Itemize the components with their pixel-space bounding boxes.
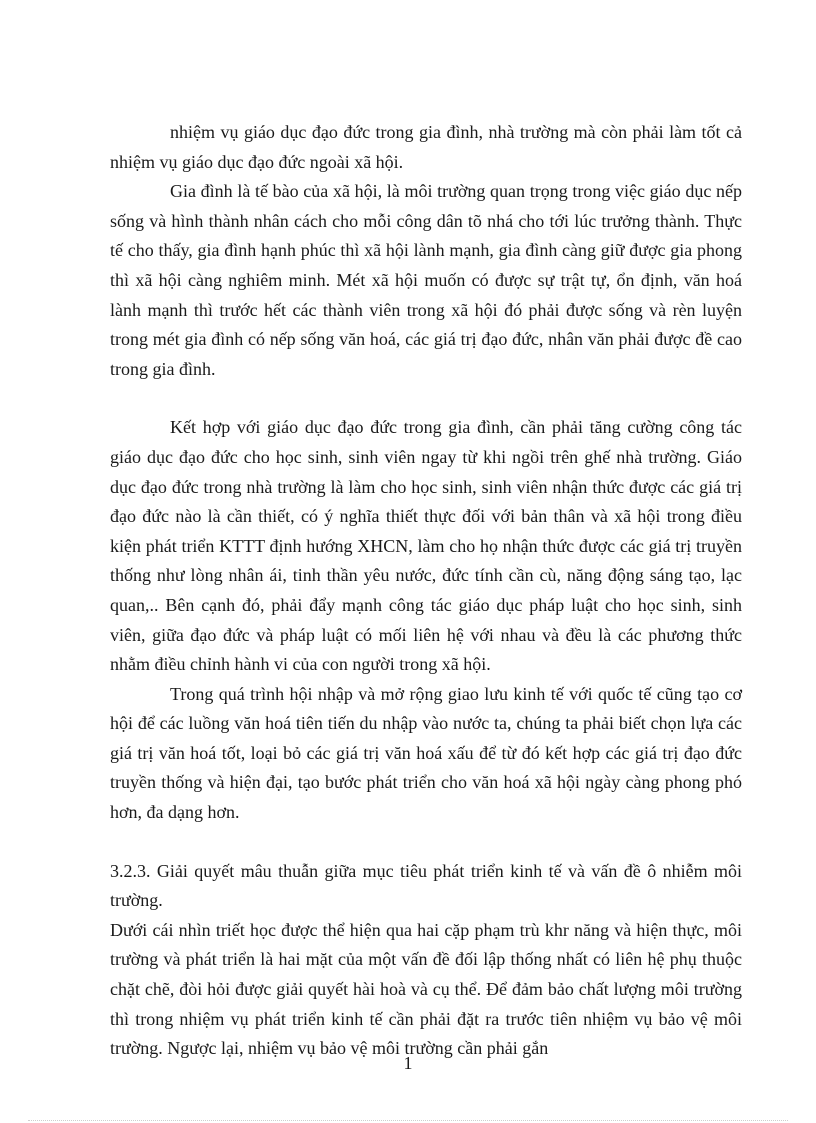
paragraph-gap <box>110 828 742 857</box>
page-divider <box>28 1120 788 1121</box>
paragraph-integration: Trong quá trình hội nhập và mở rộng giao lưu kinh tế với quốc tế cũng tạo cơ hội để các luồng văn hoá tiên tiến du nhập vào nước ta, chúng ta phải biết chọn lựa các giá trị văn hoá tốt, loại bỏ các giá trị văn hoá xấu để từ đó kết hợp các giá trị đạo đức truyền thống và hiện đại, tạo bước phát triển cho văn hoá xã hội ngày càng phong phó hơn, đa dạng hơn. <box>110 683 742 823</box>
paragraph-family: Gia đình là tế bào của xã hội, là môi trường quan trọng trong việc giáo dục nếp sống và hình thành nhân cách cho mỗi công dân tõ nhá cho tới lúc trưởng thành. Thực tế cho thấy, gia đình hạnh phúc thì xã hội lành mạnh, gia đình càng giữ được gia phong thì xã hội càng nghiêm minh. Mét xã hội muốn có được sự trật tự, ổn định, văn hoá lành mạnh thì trước hết các thành viên trong xã hội đó phải được sống và rèn luyện trong mét gia đình có nếp sống văn hoá, các giá trị đạo đức, nhân văn phải được đề cao trong gia đình. <box>110 181 742 379</box>
paragraph-school: Kết hợp với giáo dục đạo đức trong gia đình, cần phải tăng cường công tác giáo dục đạo đức cho học sinh, sinh viên ngay từ khi ngồi trên ghế nhà trường. Giáo dục đạo đức trong nhà trường là làm cho học sinh, sinh viên nhận thức được các giá trị đạo đức nào là cần thiết, có ý nghĩa thiết thực đối với bản thân và xã hội trong điều kiện phát triển KTTT định hướng XHCN, làm cho họ nhận thức được các giá trị truyền thống như lòng nhân ái, tinh thần yêu nước, đức tính cần cù, năng động sáng tạo, lạc quan,.. Bên cạnh đó, phải đẩy mạnh công tác giáo dục pháp luật cho học sinh, sinh viên, giữa đạo đức và pháp luật có mối liên hệ với nhau và đều là các phương thức nhằm điều chỉnh hành vi của con người trong xã hội. <box>110 417 742 675</box>
paragraph-environment: Dưới cái nhìn triết học được thể hiện qua hai cặp phạm trù khr năng và hiện thực, môi trường và phát triển là hai mặt của một vấn đề đối lập thống nhất có liên hệ phụ thuộc chặt chẽ, đòi hỏi được giải quyết hài hoà và cụ thể. Để đảm bảo chất lượng môi trường thì trong nhiệm vụ phát triển kinh tế cần phải đặt ra trước tiên nhiệm vụ bảo vệ môi trường. Ngược lại, nhiệm vụ bảo vệ môi trường cần phải gắn <box>110 919 742 1059</box>
paragraph-gap <box>110 384 742 413</box>
section-heading: 3.2.3. Giải quyết mâu thuẫn giữa mục tiêu phát triển kinh tế và vấn đề ô nhiễm môi trường. <box>110 860 742 911</box>
paragraph-continuation: nhiệm vụ giáo dục đạo đức trong gia đình, nhà trường mà còn phải làm tốt cả nhiệm vụ giáo dục đạo đức ngoài xã hội. <box>110 122 742 172</box>
page-number: 1 <box>403 1053 413 1073</box>
document-body <box>110 118 742 1064</box>
